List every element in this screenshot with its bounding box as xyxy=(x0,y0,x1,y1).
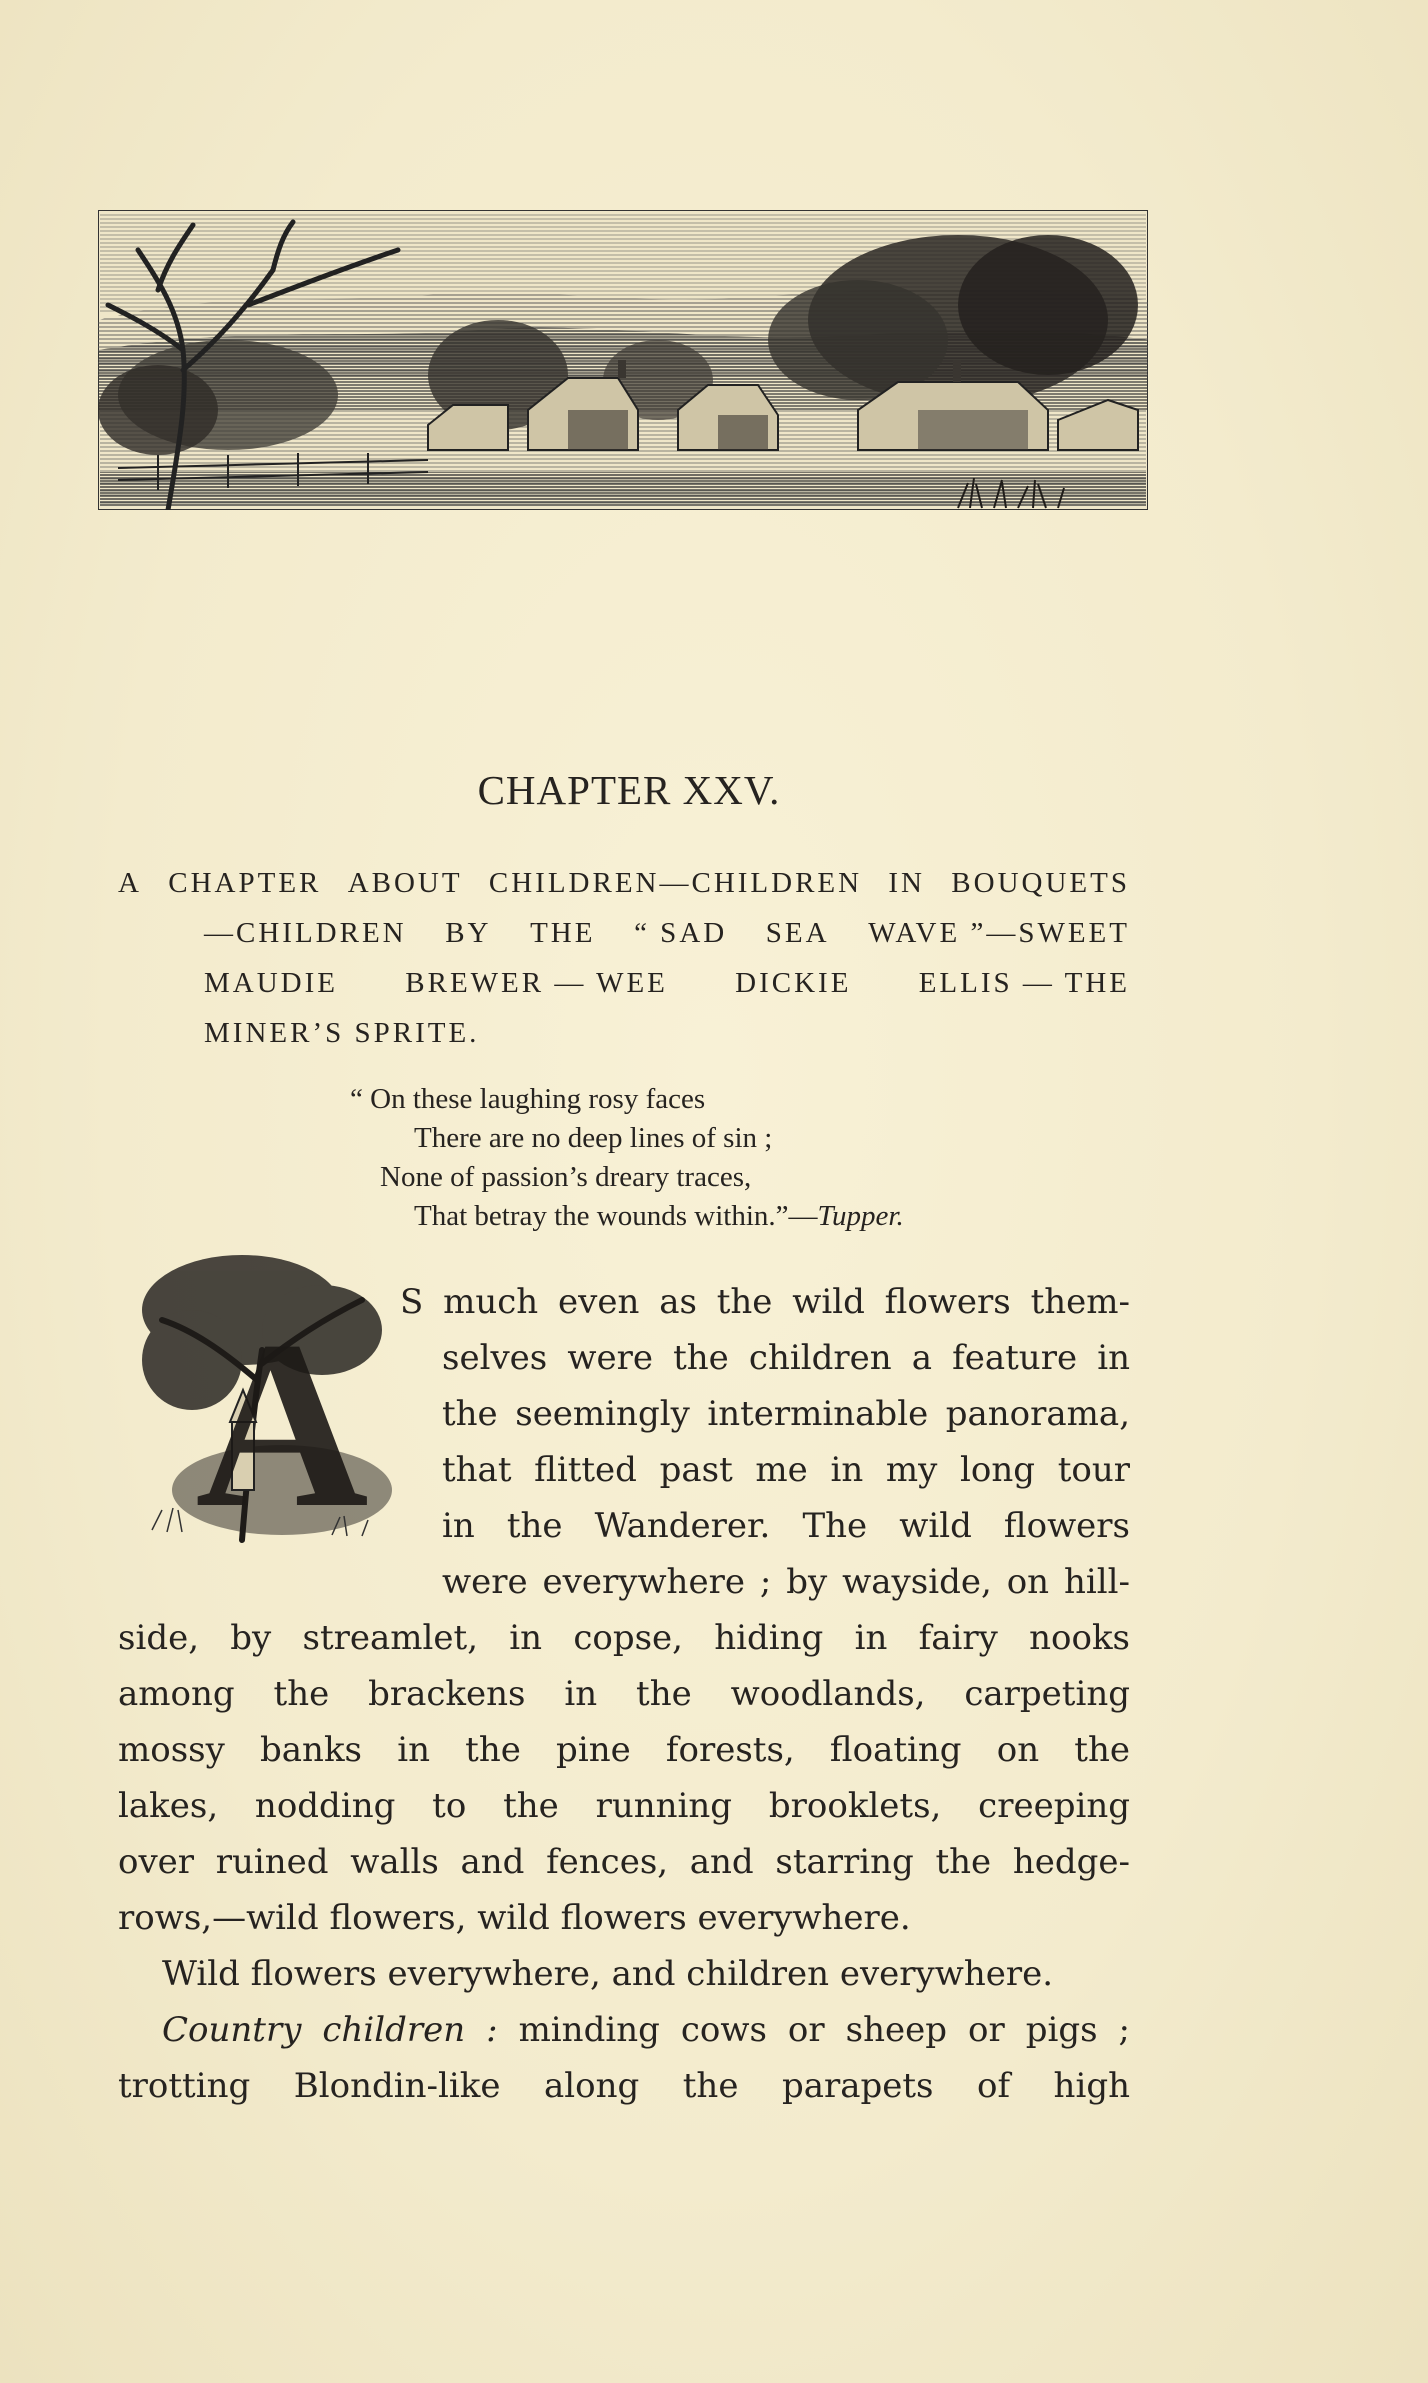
summary-word: CHAPTER xyxy=(168,867,322,899)
epigraph-line: “ On these laughing rosy faces xyxy=(350,1083,706,1115)
summary-word: DICKIE xyxy=(735,967,852,999)
summary-word: IN xyxy=(888,867,925,899)
epigraph-line-last xyxy=(350,1197,1070,1236)
summary-word: WAVE ”—SWEET xyxy=(868,917,1130,949)
summary-word: ABOUT xyxy=(347,867,463,899)
epigraph-line: None of passion’s dreary traces, xyxy=(380,1161,752,1193)
summary-word: CHILDREN—CHILDREN xyxy=(488,867,863,899)
body-line: over ruined walls and fences, and starring the hedge- xyxy=(118,1842,1130,1882)
drop-cap-letter: A xyxy=(195,1291,369,1557)
body-line: S much even as the wild flowers them- xyxy=(400,1282,1130,1322)
epigraph-attribution: Tupper. xyxy=(817,1200,904,1232)
summary-word: “ SAD xyxy=(634,917,728,949)
summary-line-4 xyxy=(118,1008,1130,1058)
chapter-title: CHAPTER XXV. xyxy=(477,767,781,813)
summary-word: BREWER — WEE xyxy=(405,967,668,999)
body-line: the seemingly interminable panorama, xyxy=(442,1394,1130,1434)
body-line: side, by streamlet, in copse, hiding in fairy nooks xyxy=(118,1618,1130,1658)
summary-line-1 xyxy=(118,858,1130,908)
body-line: among the brackens in the woodlands, carpeting xyxy=(118,1674,1130,1714)
body-line-country-children xyxy=(118,2002,1130,2058)
body-line: mossy banks in the pine forests, floating on the xyxy=(118,1730,1130,1770)
epigraph-line: There are no deep lines of sin ; xyxy=(414,1122,773,1154)
body-line: that flitted past me in my long tour xyxy=(442,1450,1130,1490)
body-line: rows,—wild flowers, wild flowers everywhere. xyxy=(118,1898,911,1938)
summary-word: A xyxy=(118,867,142,899)
italic-phrase: Country children : xyxy=(162,2010,498,2050)
body-line: Wild flowers everywhere, and children everywhere. xyxy=(162,1954,1054,1994)
summary-word: BY xyxy=(445,917,492,949)
summary-word: ELLIS — THE xyxy=(918,967,1130,999)
summary-line-2 xyxy=(118,908,1130,958)
landscape-engraving xyxy=(98,210,1148,510)
body-line-rest: minding cows or sheep or pigs ; xyxy=(497,2010,1130,2050)
summary-word: MAUDIE xyxy=(204,967,338,999)
epigraph-line: That betray the wounds within.”— xyxy=(414,1200,818,1232)
body-line: in the Wanderer. The wild flowers xyxy=(442,1506,1130,1546)
summary-line-3 xyxy=(118,958,1130,1008)
summary-word: MINER’S SPRITE. xyxy=(204,1017,480,1049)
summary-word: BOUQUETS xyxy=(951,867,1130,899)
body-line: lakes, nodding to the running brooklets, creeping xyxy=(118,1786,1130,1826)
summary-word: THE xyxy=(530,917,596,949)
body-line: were everywhere ; by wayside, on hill- xyxy=(442,1562,1130,1602)
chapter-summary xyxy=(118,858,1130,1058)
body-line: trotting Blondin-like along the parapets of high xyxy=(118,2066,1130,2106)
summary-word: SEA xyxy=(765,917,830,949)
body-line: selves were the children a feature in xyxy=(442,1338,1130,1378)
summary-word: —CHILDREN xyxy=(204,917,407,949)
body-text xyxy=(118,1274,1130,2114)
epigraph xyxy=(350,1080,1070,1236)
